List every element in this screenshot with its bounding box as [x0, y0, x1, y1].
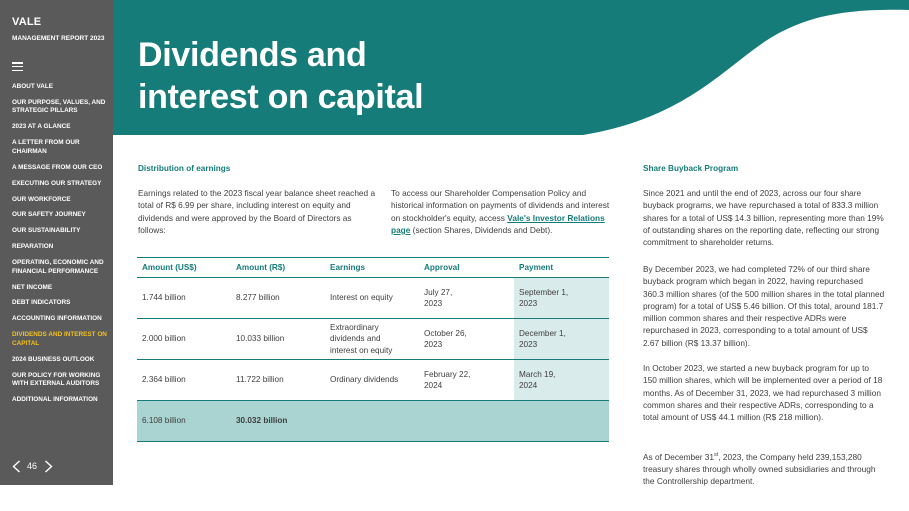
- page-navigation: [10, 459, 54, 473]
- header-payment: Payment: [514, 258, 609, 278]
- sidebar-nav-item[interactable]: DEBT INDICATORS: [12, 299, 71, 307]
- policy-text-end: (section Shares, Dividends and Debt).: [410, 224, 553, 235]
- total-empty-cell: [419, 401, 514, 442]
- sidebar-nav: [12, 83, 112, 412]
- page-title: [138, 34, 423, 118]
- buyback-p4-start: As of December 31: [643, 451, 715, 462]
- header-amount-brl: Amount (R$): [231, 258, 325, 278]
- cell-amount-brl: 8.277 billion: [231, 278, 325, 319]
- table-row: [137, 319, 609, 360]
- brand-logo-text: VALE: [12, 16, 42, 28]
- page-title-line-2: interest on capital: [138, 78, 424, 116]
- sidebar-nav-item[interactable]: 2023 AT A GLANCE: [12, 123, 71, 131]
- sidebar-nav-item[interactable]: 2024 BUSINESS OUTLOOK: [12, 355, 95, 363]
- total-amount-usd: 6.108 billion: [137, 401, 231, 442]
- sidebar-nav-item[interactable]: OUR SAFETY JOURNEY: [12, 211, 86, 219]
- cell-payment: December 1, 2023: [514, 319, 609, 360]
- investor-relations-link[interactable]: Vale's Investor Relations page: [391, 212, 605, 235]
- sidebar-nav-item[interactable]: OUR PURPOSE, VALUES, AND STRATEGIC PILLARS: [12, 98, 106, 115]
- total-amount-brl: 30.032 billion: [231, 401, 325, 442]
- cell-amount-usd: 1.744 billion: [137, 278, 231, 319]
- cell-amount-brl: 10.033 billion: [231, 319, 325, 360]
- buyback-p4-sup: st: [714, 452, 719, 458]
- cell-approval: October 26, 2023: [419, 319, 514, 360]
- cell-approval: July 27, 2023: [419, 278, 514, 319]
- buyback-paragraph-3: In October 2023, we started a new buyback program for up to 150 million shares, which will be implemented over a period of 18 months. As of December 31, 2023, we had repurchased 3 million common shares and their respective ADRs, corresponding to a total amount of US$ 44.1 million (R$ 218 million).: [643, 363, 883, 423]
- distribution-heading: Distribution of earnings: [138, 164, 231, 173]
- total-empty-cell: [325, 401, 419, 442]
- table-total-row: [137, 401, 609, 442]
- earnings-table: [137, 257, 609, 442]
- sidebar-nav-item[interactable]: ABOUT VALE: [12, 83, 54, 90]
- report-title: MANAGEMENT REPORT 2023: [12, 35, 105, 42]
- sidebar-nav-item[interactable]: REPARATION: [12, 243, 54, 251]
- buyback-heading: Share Buyback Program: [643, 164, 739, 173]
- cell-earnings: Interest on equity: [325, 278, 419, 319]
- table-header-row: [137, 258, 609, 278]
- buyback-paragraph-4: [643, 449, 885, 488]
- buyback-p4-end: , 2023, the Company held 239,153,280 treasury shares through wholly owned subsidiaries and through the Controllership department.: [643, 451, 876, 487]
- cell-payment: March 19, 2024: [514, 360, 609, 401]
- buyback-paragraph-1: Since 2021 and until the end of 2023, across our four share buyback programs, we have repurchased a total of 833.3 million shares for a total of US$ 14.3 billion, representing more than 19% of outstanding shares on the reporting date, reflecting our strong commitment to shareholder returns.: [643, 188, 884, 248]
- sidebar-nav-item[interactable]: OUR SUSTAINABILITY: [12, 227, 81, 235]
- cell-amount-usd: 2.000 billion: [137, 319, 231, 360]
- distribution-intro: Earnings related to the 2023 fiscal year balance sheet reached a total of R$ 6.99 per share, including interest on equity and dividends and were approved by the Board of Directors as follows:: [138, 188, 376, 235]
- sidebar-nav-item[interactable]: EXECUTING OUR STRATEGY: [12, 179, 102, 187]
- cell-earnings: Ordinary dividends: [325, 360, 419, 401]
- next-page-icon[interactable]: [42, 459, 54, 473]
- table-row: [137, 360, 609, 401]
- page-title-line-1: Dividends and: [138, 36, 367, 74]
- cell-approval: February 22, 2024: [419, 360, 514, 401]
- page-number: 46: [27, 461, 38, 471]
- sidebar-nav-item[interactable]: ACCOUNTING INFORMATION: [12, 315, 102, 323]
- total-empty-cell: [514, 401, 609, 442]
- sidebar-nav-item[interactable]: A LETTER FROM OUR CHAIRMAN: [12, 139, 80, 155]
- policy-text-start: To access our Shareholder Compensation Policy and historical information on payments of dividends and interest on stockholder's equity, access: [391, 188, 610, 223]
- cell-earnings: Extraordinary dividends and interest on equity: [325, 319, 419, 360]
- header-amount-usd: Amount (US$): [137, 258, 231, 278]
- header-approval: Approval: [419, 258, 514, 278]
- sidebar-nav-item[interactable]: DIVIDENDS AND INTEREST ON CAPITAL: [12, 331, 107, 347]
- table-row: [137, 278, 609, 319]
- previous-page-icon[interactable]: [10, 459, 22, 473]
- sidebar-nav-item[interactable]: OUR POLICY FOR WORKING WITH EXTERNAL AUDITORS: [12, 371, 101, 388]
- cell-payment: September 1, 2023: [514, 278, 609, 319]
- cell-amount-usd: 2.364 billion: [137, 360, 231, 401]
- sidebar-nav-item[interactable]: A MESSAGE FROM OUR CEO: [12, 163, 103, 171]
- sidebar-nav-item[interactable]: ADDITIONAL INFORMATION: [12, 396, 98, 404]
- policy-access-text: [391, 187, 613, 236]
- sidebar-nav-item[interactable]: OUR WORKFORCE: [12, 195, 71, 203]
- page-banner: [113, 0, 909, 135]
- sidebar-nav-item[interactable]: NET INCOME: [12, 283, 53, 291]
- sidebar: [0, 0, 113, 485]
- hamburger-icon[interactable]: [12, 62, 23, 71]
- buyback-paragraph-2: By December 2023, we had completed 72% of our third share buyback program which began in 2022, having repurchased 360.3 million shares (of the 500 million shares in the total planned program) for a total of US$ 5.46 billion. Of this total, around 181.7 million common shares and their respective ADRs were repurchased in 2023, corresponding to a total amount of US$ 2.67 billion (R$ 13.37 billion).: [643, 264, 885, 348]
- header-earnings: Earnings: [325, 258, 419, 278]
- cell-amount-brl: 11.722 billion: [231, 360, 325, 401]
- sidebar-nav-item[interactable]: OPERATING, ECONOMIC AND FINANCIAL PERFORMANCE: [12, 259, 104, 275]
